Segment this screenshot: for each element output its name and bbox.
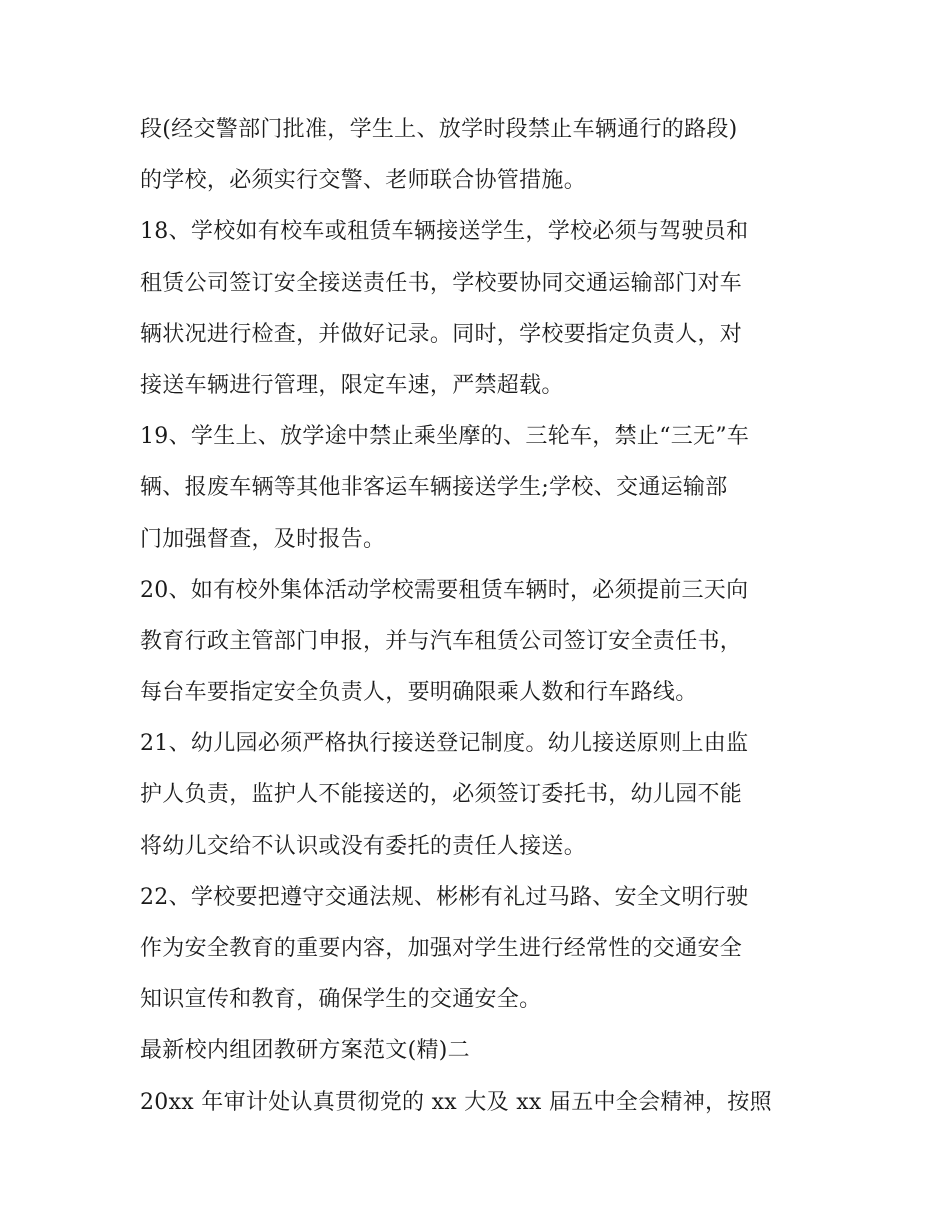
text-line: 每台车要指定安全负责人，要明确限乘人数和行车路线。 bbox=[140, 680, 698, 706]
text-line: 18、学校如有校车或租赁车辆接送学生，学校必须与驾驶员和 bbox=[140, 219, 749, 245]
text-line: 租赁公司签订安全接送责任书，学校要协同交通运输部门对车 bbox=[140, 270, 743, 296]
text-line: 21、幼儿园必须严格执行接送登记制度。幼儿接送原则上由监 bbox=[140, 731, 749, 757]
document-body bbox=[140, 104, 820, 1128]
text-line: 19、学生上、放学途中禁止乘坐摩的、三轮车，禁止“三无”车 bbox=[140, 424, 750, 450]
text-line: 22、学校要把遵守交通法规、彬彬有礼过马路、安全文明行驶 bbox=[140, 884, 749, 910]
text-line: 20、如有校外集体活动学校需要租赁车辆时，必须提前三天向 bbox=[140, 577, 749, 603]
text-line: 门加强督查，及时报告。 bbox=[140, 526, 386, 552]
text-line: 的学校，必须实行交警、老师联合协管措施。 bbox=[140, 168, 587, 194]
text-line: 辆、报废车辆等其他非客运车辆接送学生;学校、交通运输部 bbox=[140, 475, 728, 501]
text-line: 作为安全教育的重要内容，加强对学生进行经常性的交通安全 bbox=[140, 936, 743, 961]
section-heading: 最新校内组团教研方案范文(精)二 bbox=[140, 1038, 470, 1064]
text-line: 段(经交警部门批准，学生上、放学时段禁止车辆通行的路段) bbox=[140, 117, 738, 142]
text-line: 辆状况进行检查，并做好记录。同时，学校要指定负责人，对 bbox=[140, 321, 743, 347]
text-line: 将幼儿交给不认识或没有委托的责任人接送。 bbox=[140, 833, 587, 859]
text-line: 知识宣传和教育，确保学生的交通安全。 bbox=[140, 987, 542, 1013]
text-line: 20xx 年审计处认真贯彻党的 xx 大及 xx 届五中全会精神，按照 bbox=[140, 1089, 772, 1115]
text-line: 接送车辆进行管理，限定车速，严禁超载。 bbox=[140, 372, 564, 398]
text-line: 教育行政主管部门申报，并与汽车租赁公司签订安全责任书， bbox=[140, 628, 743, 654]
text-line: 护人负责，监护人不能接送的，必须签订委托书，幼儿园不能 bbox=[140, 782, 743, 808]
